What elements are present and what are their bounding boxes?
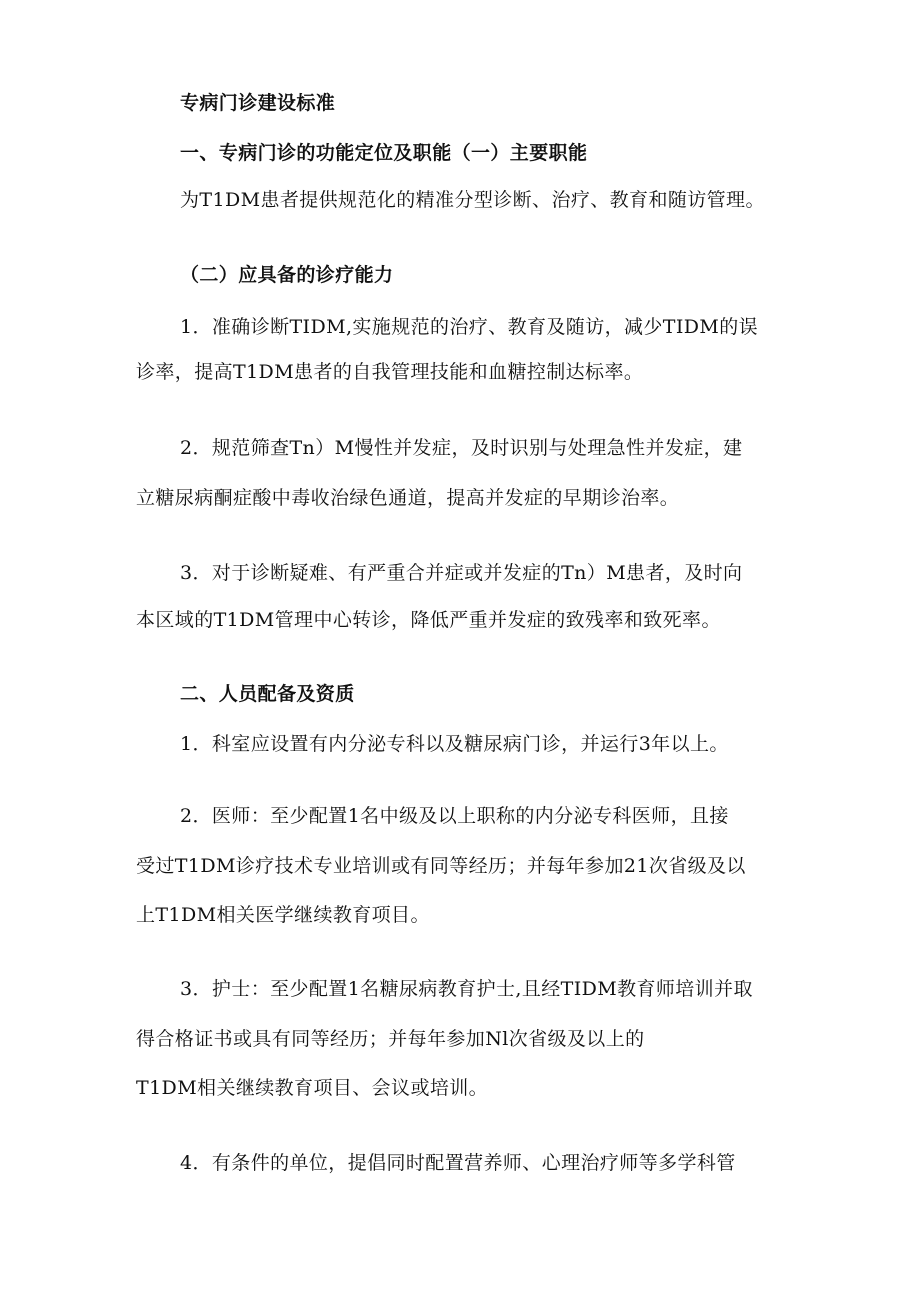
item-2-2-line-2: 受过T1DM诊疗技术专业培训或有同等经历；并每年参加21次省级及以 — [136, 855, 746, 877]
item-1-2-line-1: 2．规范筛查Tn）M慢性并发症，及时识别与处理急性并发症，建 — [180, 437, 743, 459]
document-title: 专病门诊建设标准 — [180, 92, 336, 114]
section-1-subheading: （二）应具备的诊疗能力 — [180, 264, 394, 286]
item-2-3-line-1: 3．护士：至少配置1名糖尿病教育护士,且经TIDM教育师培训并取 — [180, 978, 753, 1000]
item-2-3-line-3: T1DM相关继续教育项目、会议或培训。 — [136, 1077, 489, 1099]
item-1-3-line-1: 3．对于诊断疑难、有严重合并症或并发症的Tn）M患者，及时向 — [180, 562, 743, 584]
item-2-3-line-2: 得合格证书或具有同等经历；并每年参加Nl次省级及以上的 — [136, 1028, 645, 1050]
item-1-2-line-2: 立糖尿病酮症酸中毒收治绿色通道，提高并发症的早期诊治率。 — [136, 487, 680, 509]
item-1-1-line-2: 诊率，提高T1DM患者的自我管理技能和血糖控制达标率。 — [136, 361, 644, 383]
section-2-heading: 二、人员配备及资质 — [180, 683, 355, 705]
section-1-heading: 一、专病门诊的功能定位及职能（一）主要职能 — [180, 142, 588, 164]
item-1-1-line-1: 1．准确诊断TIDM,实施规范的治疗、教育及随访，减少TIDM的误 — [180, 316, 759, 338]
item-1-3-line-2: 本区域的T1DM管理中心转诊，降低严重并发症的致残率和致死率。 — [136, 609, 721, 631]
item-2-2-line-3: 上T1DM相关医学继续教育项目。 — [136, 904, 430, 926]
item-2-2-line-1: 2．医师：至少配置1名中级及以上职称的内分泌专科医师，且接 — [180, 805, 729, 827]
section-1-body: 为T1DM患者提供规范化的精准分型诊断、治疗、教育和随访管理。 — [180, 189, 765, 211]
item-2-4-line-1: 4．有条件的单位，提倡同时配置营养师、心理治疗师等多学科管 — [180, 1152, 736, 1174]
item-2-1-line-1: 1．科室应设置有内分泌专科以及糖尿病门诊，并运行3年以上。 — [180, 733, 729, 755]
